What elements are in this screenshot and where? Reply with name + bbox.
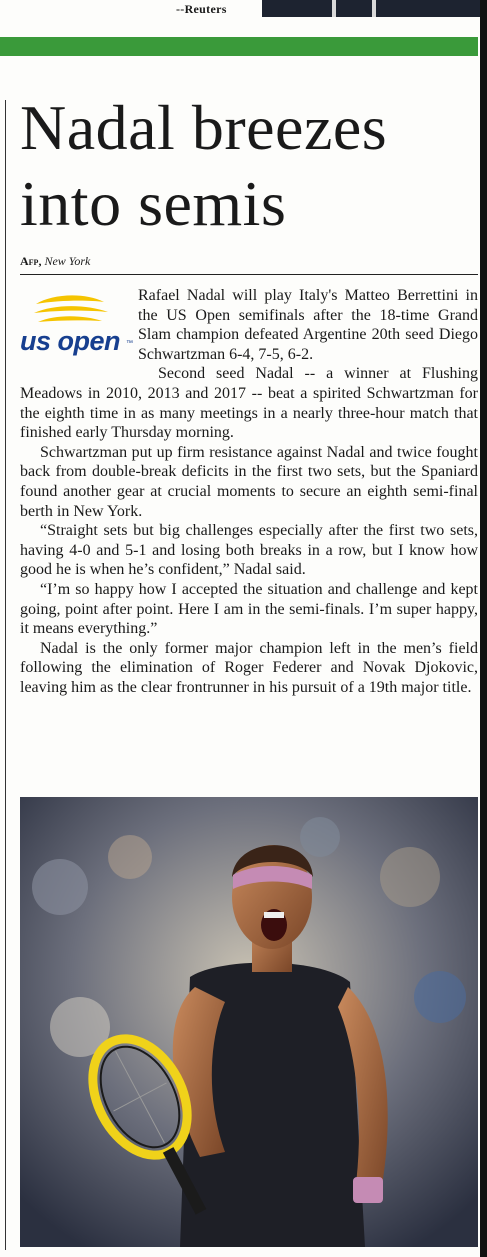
- column-rule: [5, 100, 6, 1250]
- article-body: [20, 286, 478, 697]
- page-edge-rule: [480, 0, 487, 1257]
- photo-credit: --Reuters: [176, 2, 227, 16]
- top-strip: [0, 0, 487, 24]
- headline: Nadal breezes into semis: [20, 92, 388, 239]
- logo-wordmark: us open: [20, 326, 121, 356]
- article-paragraph: “I’m so happy how I accepted the situation and challenge and kept going, point after point. Here I am in the semi-finals. I’m super happy, it means everything.”: [20, 580, 478, 638]
- dateline-place: New York: [44, 254, 91, 268]
- dateline: [20, 254, 90, 269]
- news-photo-nadal-celebrating: [20, 797, 478, 1247]
- section-divider-bar: [0, 37, 478, 56]
- player-celebration-illustration: [20, 797, 478, 1247]
- trademark-mark: ™: [126, 340, 133, 347]
- previous-photo-edge: [262, 0, 480, 17]
- dateline-rule: [20, 274, 478, 275]
- news-agency: Afp,: [20, 254, 42, 268]
- article-paragraph: Rafael Nadal will play Italy's Matteo Berrettini in the US Open semifinals after the 18-time Grand Slam champion defeated Argentine 20th seed Diego Schwartzman 6-4, 7-5, 6-2.: [138, 287, 478, 363]
- article-paragraph: Schwartzman put up firm resistance against Nadal and twice fought back from double-break deficits in the first two sets, but the Spaniard found another gear at crucial moments to secure an eighth semi-final berth in New York.: [20, 443, 478, 520]
- article-paragraph: “Straight sets but big challenges especially after the first two sets, having 4-0 and 5-1 and losing both breaks in a row, but I know how good he is when he’s confident,” Nadal said.: [20, 522, 478, 579]
- us-open-logo: [20, 288, 133, 370]
- article-paragraph: Second seed Nadal -- a winner at Flushing Meadows in 2010, 2013 and 2017 -- beat a spirited Schwartzman for the eighth time in as many meetings in a nearly three-hour match that finished early Thursday morning.: [20, 365, 478, 442]
- article-paragraph: Nadal is the only former major champion left in the men’s field following the elimination of Roger Federer and Novak Djokovic, leaving him as the clear frontrunner in his pursuit of a 19th major title.: [20, 639, 478, 696]
